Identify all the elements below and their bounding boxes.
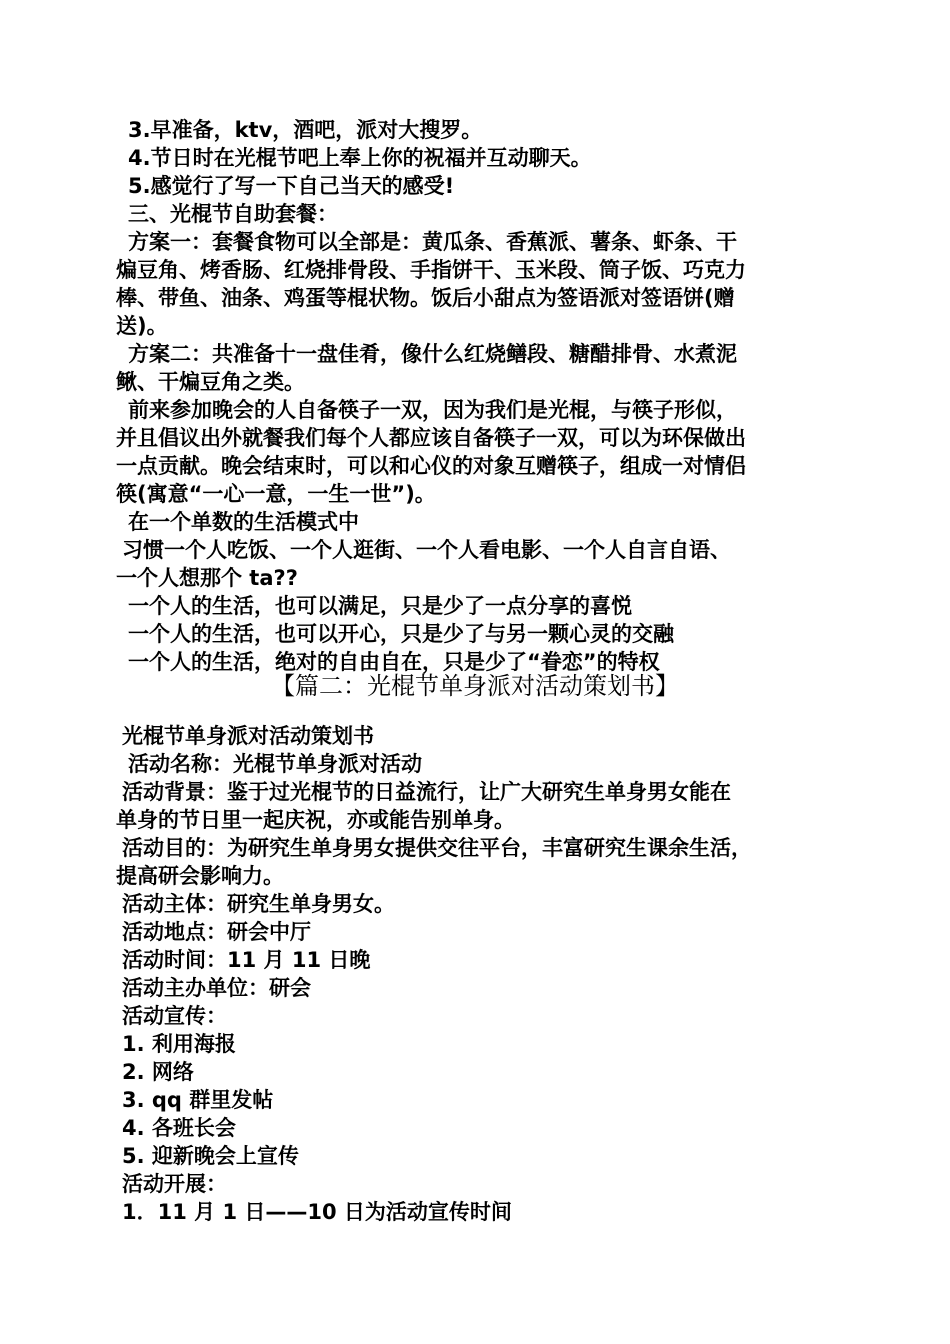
- list-item: 5. 迎新晚会上宣传: [122, 1144, 299, 1168]
- text-line: 习惯一个人吃饭、一个人逛街、一个人看电影、一个人自言自语、: [122, 538, 731, 562]
- text-line: 煸豆角、烤香肠、红烧排骨段、手指饼干、玉米段、筒子饭、巧克力: [116, 258, 746, 282]
- text-line: 前来参加晚会的人自备筷子一双，因为我们是光棍，与筷子形似，: [128, 398, 737, 422]
- text-line: 3.早准备，ktv，酒吧，派对大搜罗。: [128, 118, 483, 142]
- text-line: 鳅、干煸豆角之类。: [116, 370, 305, 394]
- text-line: 活动时间：11 月 11 日晚: [122, 948, 371, 972]
- text-line: 一点贡献。晚会结束时，可以和心仪的对象互赠筷子，组成一对情侣: [116, 454, 746, 478]
- text-line: 方案一：套餐食物可以全部是：黄瓜条、香蕉派、薯条、虾条、干: [128, 230, 737, 254]
- document-title: 光棍节单身派对活动策划书: [122, 724, 374, 748]
- text-line: 提高研会影响力。: [116, 864, 284, 888]
- text-line: 活动主办单位：研会: [122, 976, 311, 1000]
- text-line: 活动主体：研究生单身男女。: [122, 892, 395, 916]
- list-item: 1．11 月 1 日——10 日为活动宣传时间: [122, 1200, 512, 1224]
- text-line: 活动目的：为研究生单身男女提供交往平台，丰富研究生课余生活，: [122, 836, 752, 860]
- text-line: 方案二：共准备十一盘佳肴，像什么红烧鳝段、糖醋排骨、水煮泥: [128, 342, 737, 366]
- text-line: 活动开展：: [122, 1172, 227, 1196]
- text-line: 送)。: [116, 314, 168, 338]
- text-line: 活动名称：光棍节单身派对活动: [128, 752, 422, 776]
- text-line: 并且倡议出外就餐我们每个人都应该自备筷子一双，可以为环保做出: [116, 426, 746, 450]
- list-item: 4. 各班长会: [122, 1116, 236, 1140]
- text-line: 一个人想那个 ta??: [116, 566, 298, 590]
- list-item: 3. qq 群里发帖: [122, 1088, 274, 1112]
- text-line: 活动宣传：: [122, 1004, 227, 1028]
- text-line: 活动地点：研会中厅: [122, 920, 311, 944]
- section-subheading: 三、光棍节自助套餐：: [128, 202, 338, 226]
- text-line: 一个人的生活，绝对的自由自在，只是少了“眷恋”的特权: [128, 650, 660, 674]
- text-line: 棒、带鱼、油条、鸡蛋等棍状物。饭后小甜点为签语派对签语饼(赠: [116, 286, 735, 310]
- text-line: 一个人的生活，也可以开心，只是少了与另一颗心灵的交融: [128, 622, 674, 646]
- text-line: 4.节日时在光棍节吧上奉上你的祝福并互动聊天。: [128, 146, 592, 170]
- section-heading: 【篇二：光棍节单身派对活动策划书】: [271, 672, 679, 700]
- text-line: 在一个单数的生活模式中: [128, 510, 359, 534]
- text-line: 活动背景：鉴于过光棍节的日益流行，让广大研究生单身男女能在: [122, 780, 731, 804]
- list-item: 2. 网络: [122, 1060, 194, 1084]
- text-line: 5.感觉行了写一下自己当天的感受!: [128, 174, 455, 198]
- text-line: 筷(寓意“一心一意，一生一世”)。: [116, 482, 436, 506]
- text-line: 一个人的生活，也可以满足，只是少了一点分享的喜悦: [128, 594, 632, 618]
- text-line: 单身的节日里一起庆祝，亦或能告别单身。: [116, 808, 515, 832]
- list-item: 1. 利用海报: [122, 1032, 236, 1056]
